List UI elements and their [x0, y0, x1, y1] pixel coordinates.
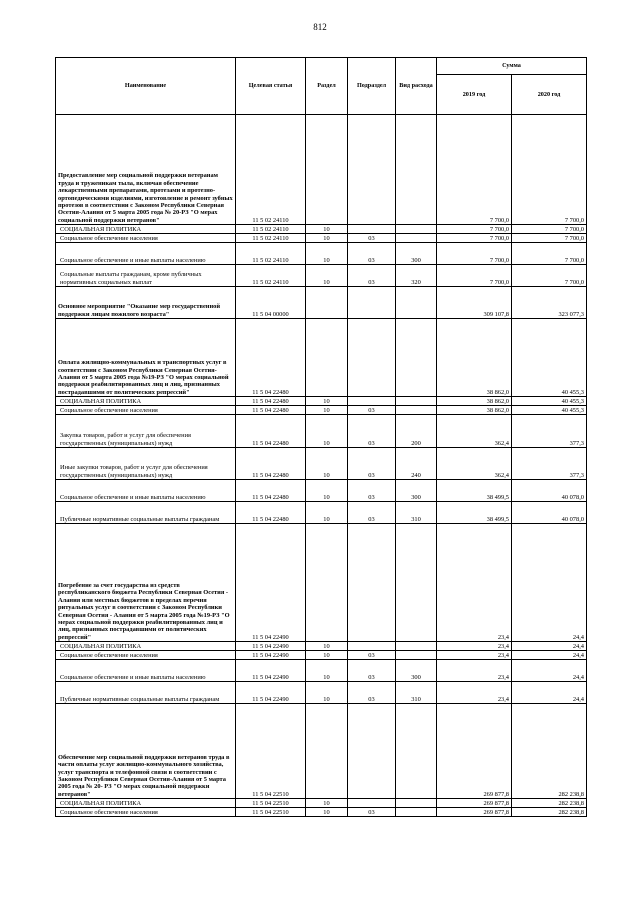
- cell-type: [396, 397, 437, 406]
- cell-y2019: 38 862,0: [437, 319, 512, 397]
- cell-y2019: 23,4: [437, 682, 512, 704]
- cell-y2019: 7 700,0: [437, 115, 512, 225]
- cell-subsection: [348, 287, 396, 319]
- cell-name: СОЦИАЛЬНАЯ ПОЛИТИКА: [56, 225, 236, 234]
- page-number: 812: [313, 22, 327, 32]
- cell-section: 10: [306, 660, 348, 682]
- cell-y2019: 362,4: [437, 448, 512, 480]
- cell-section: 10: [306, 225, 348, 234]
- cell-type: [396, 115, 437, 225]
- cell-subsection: [348, 397, 396, 406]
- table-row: [56, 808, 587, 817]
- cell-name: Погребение за счет государства из средств республиканского бюджета Республики Северная Осетия - Алания или местных бюджетов в пределах перечня ритуальных услуг в соответствии с Законом Республики Северная Осетия - Алания от 5 марта 2005 года №19-РЗ "О мерах социальной поддержки реабилитированных лиц и лиц, признанных пострадавшими от политических репрессий": [56, 524, 236, 642]
- cell-y2020: 7 700,0: [512, 225, 587, 234]
- cell-name: СОЦИАЛЬНАЯ ПОЛИТИКА: [56, 397, 236, 406]
- cell-section: [306, 287, 348, 319]
- cell-target: 11 5 04 22490: [236, 524, 306, 642]
- cell-y2020: 7 700,0: [512, 265, 587, 287]
- header-expense-type: Вид расхода: [396, 58, 437, 115]
- cell-target: 11 5 04 22490: [236, 642, 306, 651]
- cell-section: 10: [306, 502, 348, 524]
- header-target: Целевая статья: [236, 58, 306, 115]
- cell-subsection: 03: [348, 415, 396, 448]
- cell-y2019: 23,4: [437, 651, 512, 660]
- cell-subsection: 03: [348, 234, 396, 243]
- cell-type: [396, 799, 437, 808]
- cell-y2019: 269 877,8: [437, 704, 512, 799]
- cell-section: 10: [306, 448, 348, 480]
- cell-name: Закупка товаров, работ и услуг для обеспечения государственных (муниципальных) нужд: [56, 415, 236, 448]
- table-row: [56, 502, 587, 524]
- cell-y2019: 38 499,5: [437, 502, 512, 524]
- cell-section: 10: [306, 642, 348, 651]
- cell-y2020: 24,4: [512, 524, 587, 642]
- cell-name: Обеспечение мер социальной поддержки ветеранов труда в части оплаты услуг жилищно-коммунального хозяйства, услуг транспорта и телефонной связи в соответствии с Законом Республики Северная Осетия-Алания от 5 марта 2005 года № 20- РЗ "О мерах социальной поддержки ветеранов": [56, 704, 236, 799]
- cell-section: 10: [306, 808, 348, 817]
- cell-name: Социальное обеспечение населения: [56, 651, 236, 660]
- table-row: [56, 524, 587, 642]
- cell-section: 10: [306, 651, 348, 660]
- table-row: [56, 480, 587, 502]
- cell-type: 300: [396, 480, 437, 502]
- cell-name: Социальное обеспечение и иные выплаты населению: [56, 660, 236, 682]
- cell-target: 11 5 04 22480: [236, 397, 306, 406]
- cell-section: 10: [306, 406, 348, 415]
- cell-target: 11 5 04 22510: [236, 704, 306, 799]
- cell-type: [396, 642, 437, 651]
- cell-subsection: 03: [348, 660, 396, 682]
- table-row: [56, 243, 587, 265]
- table-row: [56, 682, 587, 704]
- cell-section: 10: [306, 480, 348, 502]
- cell-name: Предоставление мер социальной поддержки ветеранам труда и труженикам тыла, включая обеспечение лекарственными препаратами, протезами и протезно-ортопедическими изделиями, изготовление и ремонт зубных протезов в соответствии с Законом Республики Северная Осетия-Алания от 5 марта 2005 года № 20-РЗ "О мерах социальной поддержки ветеранов": [56, 115, 236, 225]
- cell-name: Иные закупки товаров, работ и услуг для обеспечения государственных (муниципальных) нужд: [56, 448, 236, 480]
- cell-section: [306, 115, 348, 225]
- header-subsection: Подраздел: [348, 58, 396, 115]
- cell-y2020: 40 455,3: [512, 319, 587, 397]
- cell-y2019: 362,4: [437, 415, 512, 448]
- cell-y2020: 282 238,8: [512, 799, 587, 808]
- cell-type: [396, 406, 437, 415]
- cell-target: 11 5 04 22480: [236, 502, 306, 524]
- table-row: [56, 397, 587, 406]
- cell-y2019: 38 499,5: [437, 480, 512, 502]
- cell-section: 10: [306, 799, 348, 808]
- cell-name: Социальное обеспечение населения: [56, 406, 236, 415]
- cell-subsection: 03: [348, 651, 396, 660]
- cell-y2020: 40 078,0: [512, 480, 587, 502]
- table-row: [56, 406, 587, 415]
- cell-name: Социальное обеспечение и иные выплаты населению: [56, 480, 236, 502]
- cell-y2020: 7 700,0: [512, 115, 587, 225]
- cell-y2020: 323 077,3: [512, 287, 587, 319]
- cell-name: Социальное обеспечение населения: [56, 234, 236, 243]
- cell-name: Публичные нормативные социальные выплаты гражданам: [56, 682, 236, 704]
- table-row: [56, 642, 587, 651]
- table-body: [56, 115, 587, 817]
- cell-type: 300: [396, 243, 437, 265]
- cell-subsection: 03: [348, 448, 396, 480]
- cell-target: 11 5 04 22510: [236, 799, 306, 808]
- cell-subsection: [348, 319, 396, 397]
- cell-type: [396, 651, 437, 660]
- table-row: [56, 265, 587, 287]
- header-year-2020: 2020 год: [512, 75, 587, 115]
- cell-y2019: 7 700,0: [437, 265, 512, 287]
- cell-section: [306, 319, 348, 397]
- cell-type: [396, 704, 437, 799]
- cell-y2020: 7 700,0: [512, 243, 587, 265]
- cell-target: 11 5 02 24110: [236, 115, 306, 225]
- cell-subsection: [348, 225, 396, 234]
- table-row: [56, 799, 587, 808]
- cell-section: [306, 524, 348, 642]
- table-row: [56, 651, 587, 660]
- cell-section: [306, 704, 348, 799]
- cell-target: 11 5 04 22480: [236, 415, 306, 448]
- cell-section: 10: [306, 415, 348, 448]
- cell-type: [396, 225, 437, 234]
- cell-target: 11 5 04 22480: [236, 480, 306, 502]
- cell-name: Основное мероприятие "Оказание мер государственной поддержки лицам пожилого возраста": [56, 287, 236, 319]
- cell-section: 10: [306, 243, 348, 265]
- cell-y2019: 7 700,0: [437, 243, 512, 265]
- cell-y2020: 40 455,3: [512, 406, 587, 415]
- cell-type: 310: [396, 682, 437, 704]
- cell-target: 11 5 02 24110: [236, 234, 306, 243]
- cell-name: СОЦИАЛЬНАЯ ПОЛИТИКА: [56, 799, 236, 808]
- cell-subsection: 03: [348, 808, 396, 817]
- cell-name: Социальные выплаты гражданам, кроме публичных нормативных социальных выплат: [56, 265, 236, 287]
- header-year-2019: 2019 год: [437, 75, 512, 115]
- cell-type: 200: [396, 415, 437, 448]
- cell-type: 320: [396, 265, 437, 287]
- cell-y2020: 7 700,0: [512, 234, 587, 243]
- table-row: [56, 415, 587, 448]
- cell-subsection: 03: [348, 502, 396, 524]
- table-row: [56, 448, 587, 480]
- cell-type: [396, 234, 437, 243]
- cell-y2019: 269 877,8: [437, 808, 512, 817]
- cell-y2020: 24,4: [512, 651, 587, 660]
- table-row: [56, 287, 587, 319]
- cell-y2020: 377,3: [512, 415, 587, 448]
- cell-type: 300: [396, 660, 437, 682]
- cell-target: 11 5 02 24110: [236, 225, 306, 234]
- table-row: [56, 115, 587, 225]
- cell-subsection: 03: [348, 265, 396, 287]
- cell-name: Оплата жилищно-коммунальных и транспортных услуг в соответствии с Законом Республики Северная Осетия-Алания от 5 марта 2005 года №19-РЗ "О мерах социальной поддержки реабилитированных лиц и лиц, признанных пострадавшими от политических репрессий": [56, 319, 236, 397]
- cell-type: 240: [396, 448, 437, 480]
- table-row: [56, 704, 587, 799]
- cell-y2019: 269 877,8: [437, 799, 512, 808]
- cell-y2019: 38 862,0: [437, 397, 512, 406]
- cell-section: 10: [306, 397, 348, 406]
- cell-y2019: 7 700,0: [437, 225, 512, 234]
- cell-y2020: 24,4: [512, 660, 587, 682]
- cell-target: 11 5 02 24110: [236, 265, 306, 287]
- cell-target: 11 5 04 22490: [236, 651, 306, 660]
- cell-subsection: [348, 524, 396, 642]
- cell-subsection: 03: [348, 480, 396, 502]
- cell-target: 11 5 04 22510: [236, 808, 306, 817]
- cell-name: Публичные нормативные социальные выплаты гражданам: [56, 502, 236, 524]
- cell-subsection: 03: [348, 682, 396, 704]
- cell-subsection: [348, 115, 396, 225]
- cell-target: 11 5 02 24110: [236, 243, 306, 265]
- cell-name: Социальное обеспечение и иные выплаты населению: [56, 243, 236, 265]
- cell-type: [396, 319, 437, 397]
- cell-y2019: 309 107,8: [437, 287, 512, 319]
- cell-section: 10: [306, 682, 348, 704]
- cell-target: 11 5 04 00000: [236, 287, 306, 319]
- cell-type: [396, 808, 437, 817]
- cell-name: СОЦИАЛЬНАЯ ПОЛИТИКА: [56, 642, 236, 651]
- header-sum: Сумма: [437, 58, 587, 75]
- cell-y2020: 40 455,3: [512, 397, 587, 406]
- header-section: Раздел: [306, 58, 348, 115]
- cell-y2020: 24,4: [512, 642, 587, 651]
- cell-type: 310: [396, 502, 437, 524]
- table-row: [56, 225, 587, 234]
- cell-subsection: [348, 642, 396, 651]
- cell-section: 10: [306, 265, 348, 287]
- cell-y2019: 23,4: [437, 642, 512, 651]
- cell-name: Социальное обеспечение населения: [56, 808, 236, 817]
- cell-y2020: 24,4: [512, 682, 587, 704]
- cell-y2020: 377,3: [512, 448, 587, 480]
- table-row: [56, 234, 587, 243]
- cell-type: [396, 287, 437, 319]
- cell-target: 11 5 04 22490: [236, 682, 306, 704]
- cell-subsection: [348, 799, 396, 808]
- header-name: Наименование: [56, 58, 236, 115]
- cell-y2019: 23,4: [437, 524, 512, 642]
- budget-table: [55, 57, 587, 817]
- cell-y2020: 40 078,0: [512, 502, 587, 524]
- cell-y2019: 7 700,0: [437, 234, 512, 243]
- cell-subsection: 03: [348, 243, 396, 265]
- cell-target: 11 5 04 22480: [236, 448, 306, 480]
- cell-subsection: [348, 704, 396, 799]
- cell-y2020: 282 238,8: [512, 808, 587, 817]
- cell-y2019: 23,4: [437, 660, 512, 682]
- cell-target: 11 5 04 22480: [236, 319, 306, 397]
- cell-y2019: 38 862,0: [437, 406, 512, 415]
- cell-type: [396, 524, 437, 642]
- cell-subsection: 03: [348, 406, 396, 415]
- cell-target: 11 5 04 22480: [236, 406, 306, 415]
- cell-y2020: 282 238,8: [512, 704, 587, 799]
- cell-target: 11 5 04 22490: [236, 660, 306, 682]
- table-row: [56, 660, 587, 682]
- cell-section: 10: [306, 234, 348, 243]
- table-row: [56, 319, 587, 397]
